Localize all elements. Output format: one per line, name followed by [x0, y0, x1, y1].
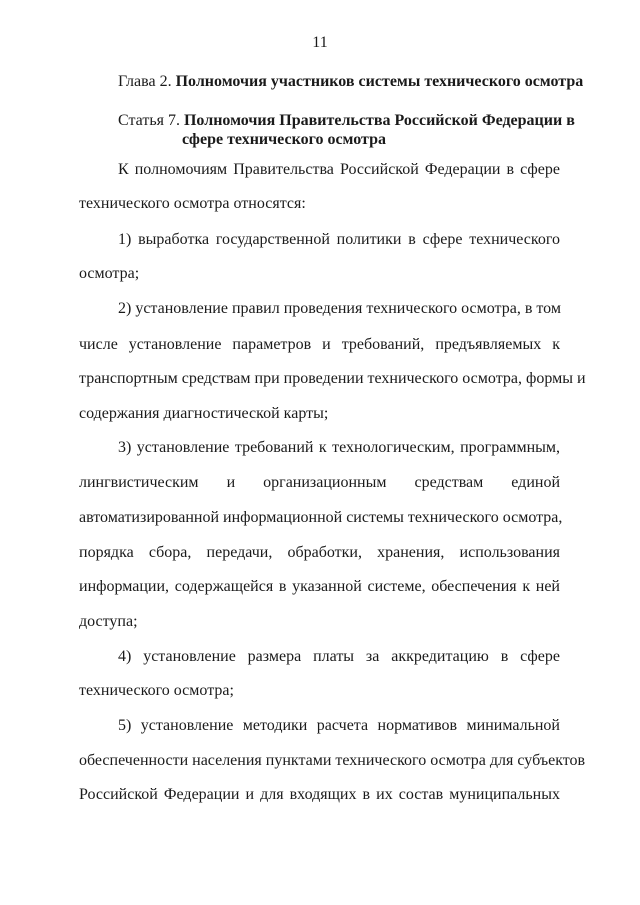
article-heading-line-1 — [118, 111, 575, 130]
article-prefix: Статья 7. — [118, 112, 180, 129]
body-line: 2) установление правил проведения технического осмотра, в том — [118, 300, 561, 317]
body-line: 3) установление требований к технологическим, программным, — [118, 439, 560, 456]
body-line: 4) установление размера платы за аккредитацию в сфере — [118, 648, 560, 665]
body-line: лингвистическим и организационным средствам единой — [79, 474, 560, 491]
body-line: технического осмотра относятся: — [79, 195, 306, 212]
body-line: 5) установление методики расчета нормативов минимальной — [118, 717, 560, 734]
body-line: 1) выработка государственной политики в сфере технического — [118, 231, 560, 248]
chapter-prefix: Глава 2. — [118, 73, 172, 90]
article-title-line-2: сфере технического осмотра — [182, 131, 386, 148]
article-title-line-1: Полномочия Правительства Российской Федерации в — [183, 112, 575, 129]
page-number: 11 — [312, 34, 328, 51]
body-line: технического осмотра; — [79, 682, 234, 699]
body-line: обеспеченности населения пунктами технического осмотра для субъектов — [79, 752, 586, 769]
chapter-heading — [118, 73, 583, 91]
body-line: информации, содержащейся в указанной системе, обеспечения к ней — [79, 578, 560, 595]
article-heading — [118, 111, 575, 149]
chapter-title: Полномочия участников системы технического осмотра — [175, 73, 584, 90]
body-line: осмотра; — [79, 265, 140, 282]
body-line: транспортным средствам при проведении технического осмотра, формы и — [79, 370, 586, 387]
body-line: числе установление параметров и требований, предъявляемых к — [79, 336, 560, 353]
body-line: К полномочиям Правительства Российской Федерации в сфере — [118, 161, 560, 178]
body-line: доступа; — [79, 613, 138, 630]
body-line: Российской Федерации и для входящих в их состав муниципальных — [79, 786, 560, 803]
body-line: порядка сбора, передачи, обработки, хранения, использования — [79, 544, 560, 561]
body-line: автоматизированной информационной системы технического осмотра, — [79, 509, 563, 526]
body-line: содержания диагностической карты; — [79, 405, 329, 422]
